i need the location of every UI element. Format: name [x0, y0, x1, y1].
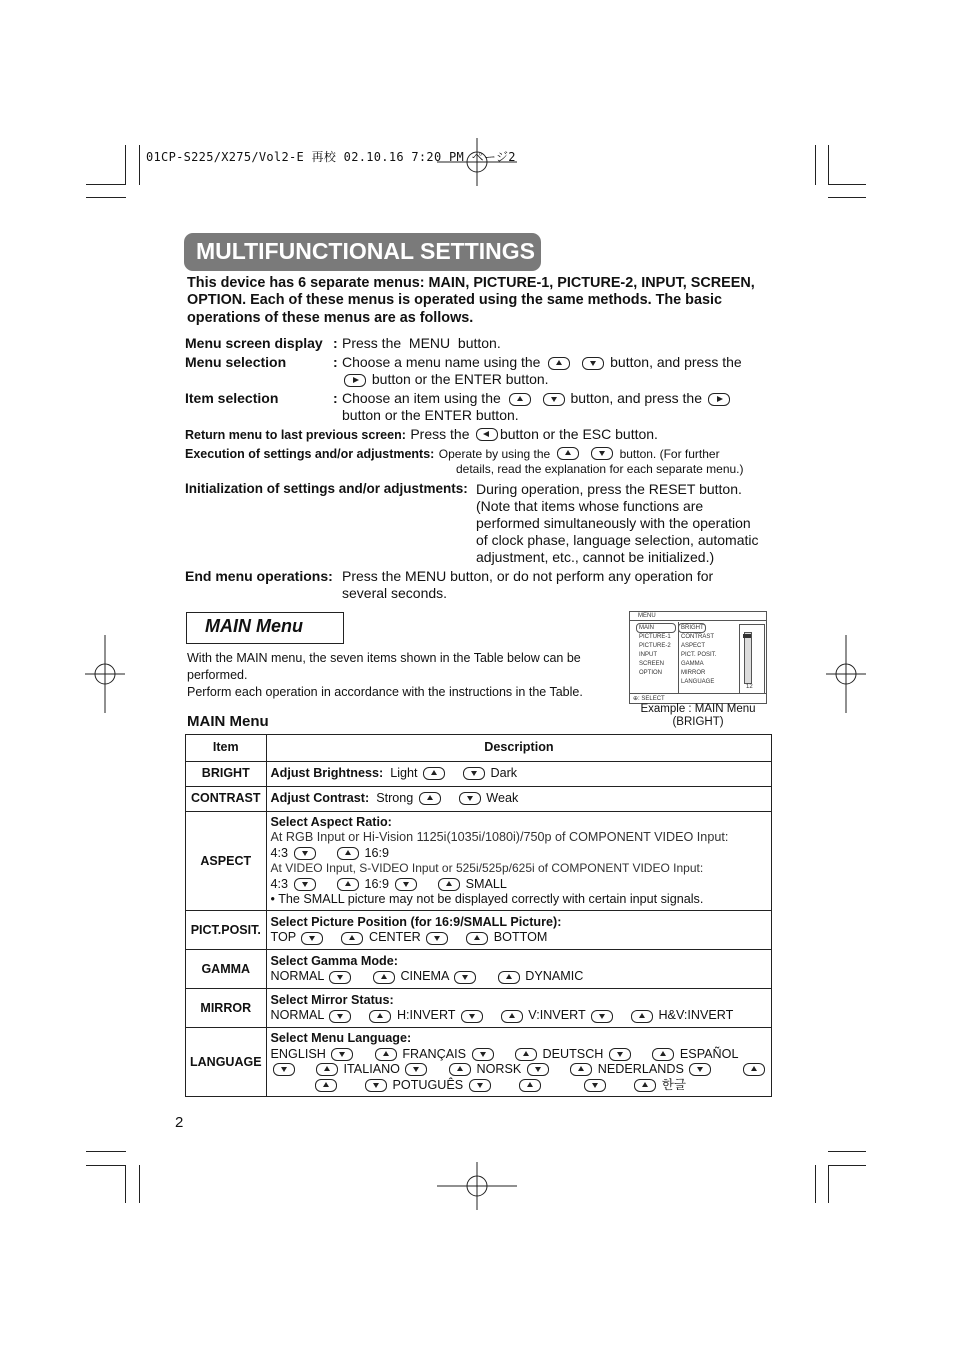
crop-mark	[828, 1165, 829, 1203]
init-line: of clock phase, language selection, automatic	[476, 532, 759, 548]
screen-left-item: OPTION	[639, 670, 663, 676]
lang-korean: 한글	[661, 1077, 687, 1092]
exec-text3: details, read the explanation for each separate menu.)	[456, 462, 744, 476]
language-line1	[271, 1047, 768, 1062]
down-button-icon	[591, 1010, 613, 1023]
pictposit-top: TOP	[270, 930, 296, 945]
left-button-icon	[476, 428, 498, 441]
down-button-icon	[331, 1048, 353, 1061]
lang-english: ENGLISH	[270, 1046, 326, 1061]
gamma-cinema: CINEMA	[400, 969, 449, 984]
table-row	[186, 762, 772, 787]
main-menu-description	[187, 650, 627, 701]
desc-line: With the MAIN menu, the seven items shown in the Table below can be performed.	[187, 651, 581, 682]
contrast-weak: Weak	[486, 791, 519, 806]
down-button-icon	[543, 393, 565, 406]
screen-right-item: CONTRAST	[681, 634, 714, 640]
registration-mark-icon	[85, 635, 125, 713]
lang-italiano: ITALIANO	[343, 1062, 400, 1077]
screen-value: 12	[746, 684, 753, 690]
return-text2: button or the ESC button.	[499, 426, 658, 442]
table-header-row	[186, 735, 772, 762]
up-button-icon	[519, 1079, 541, 1092]
mirror-options	[271, 1008, 768, 1023]
crop-mark	[86, 197, 126, 198]
aspect-note: • The SMALL picture may not be displayed correctly with certain input signals.	[270, 892, 704, 907]
aspect-video: At VIDEO Input, S-VIDEO Input or 525i/525p/625i of COMPONENT VIDEO Input:	[270, 861, 704, 876]
end-label: End menu operations:	[185, 568, 333, 584]
crop-mark	[86, 1151, 126, 1152]
aspect-small: SMALL	[465, 876, 507, 891]
item-selection-text2: button, and press the	[570, 390, 702, 406]
down-button-icon	[294, 878, 316, 891]
header-description: Description	[266, 735, 772, 762]
menu-screen-example	[629, 611, 767, 704]
down-button-icon	[294, 847, 316, 860]
screen-select-label: : SELECT	[638, 696, 665, 702]
down-button-icon	[689, 1063, 711, 1076]
crop-mark	[828, 145, 829, 185]
down-button-icon	[395, 878, 417, 891]
up-button-icon	[449, 1063, 471, 1076]
screen-right-item: LANGUAGE	[681, 679, 715, 685]
execution-instruction	[185, 445, 720, 463]
screen-left-item: MAIN	[639, 625, 654, 631]
header-item: Item	[186, 735, 267, 762]
screen-select	[633, 695, 665, 702]
item-aspect: ASPECT	[186, 812, 267, 911]
gamma-options	[271, 969, 768, 984]
slider-bar	[744, 632, 752, 684]
bright-label: Adjust Brightness:	[270, 766, 384, 781]
gamma-dynamic: DYNAMIC	[525, 969, 584, 984]
up-button-icon	[375, 1048, 397, 1061]
language-line2	[271, 1062, 768, 1077]
up-button-icon	[743, 1063, 765, 1076]
init-text	[476, 481, 759, 566]
crop-mark	[125, 1165, 126, 1203]
desc-bright	[266, 762, 772, 787]
up-button-icon	[634, 1079, 656, 1092]
menu-selection-text3: button or the ENTER button.	[371, 371, 549, 387]
crop-mark	[86, 184, 126, 185]
table-row	[186, 911, 772, 950]
exec-text1: Operate by using the	[438, 447, 551, 461]
desc-mirror	[266, 989, 772, 1028]
pictposit-options	[271, 930, 768, 945]
gamma-normal: NORMAL	[270, 969, 324, 984]
contrast-label: Adjust Contrast:	[270, 791, 370, 806]
item-pictposit: PICT.POSIT.	[186, 911, 267, 950]
language-line3	[271, 1078, 768, 1093]
crop-mark	[139, 145, 140, 185]
mirror-hvinvert: H&V:INVERT	[658, 1008, 734, 1023]
down-button-icon	[472, 1048, 494, 1061]
up-button-icon	[315, 1079, 337, 1092]
screen-right-item: PICT. POSIT.	[681, 652, 717, 658]
crop-mark	[828, 197, 866, 198]
screen-right-item: BRIGHT	[681, 625, 704, 631]
up-button-icon	[337, 878, 359, 891]
item-selection-text	[342, 390, 732, 406]
screen-menu-title: MENU	[638, 613, 656, 619]
gamma-label: Select Gamma Mode:	[270, 954, 398, 969]
up-button-icon	[316, 1063, 338, 1076]
item-selection-text1: Choose an item using the	[342, 390, 501, 406]
item-language: LANGUAGE	[186, 1028, 267, 1097]
screen-right-item: ASPECT	[681, 643, 706, 649]
up-button-icon	[498, 971, 520, 984]
screen-left-item: SCREEN	[639, 661, 665, 667]
down-button-icon	[463, 767, 485, 780]
return-text1: Press the	[410, 426, 470, 442]
lang-deutsch: DEUTSCH	[542, 1046, 604, 1061]
end-line: Press the MENU button, or do not perform any operation for	[342, 568, 714, 584]
aspect-43: 4:3	[270, 845, 289, 860]
up-button-icon	[419, 792, 441, 805]
init-line: adjustment, etc., cannot be initialized.)	[476, 549, 715, 565]
page-title: MULTIFUNCTIONAL SETTINGS	[196, 238, 536, 264]
init-line: performed simultaneously with the operation	[476, 515, 751, 531]
table-title: MAIN Menu	[187, 713, 269, 730]
down-button-icon	[329, 1010, 351, 1023]
up-button-icon	[557, 447, 579, 460]
up-button-icon	[369, 1010, 391, 1023]
crop-mark	[125, 145, 126, 185]
lang-espanol: ESPAÑOL	[679, 1046, 739, 1061]
down-button-icon	[365, 1079, 387, 1092]
pictposit-center: CENTER	[368, 930, 421, 945]
up-button-icon	[515, 1048, 537, 1061]
down-button-icon	[426, 932, 448, 945]
example-caption	[630, 703, 766, 729]
aspect-rgb-options	[271, 846, 768, 861]
screen-left-item: PICTURE-1	[639, 634, 671, 640]
desc-aspect	[266, 812, 772, 911]
up-button-icon	[652, 1048, 674, 1061]
down-button-icon	[273, 1063, 295, 1076]
intro-text: This device has 6 separate menus: MAIN, PICTURE-1, PICTURE-2, INPUT, SCREEN, OPTION. Each of these menus is operated using the same methods. The basic operations of these menus are as follows.	[187, 275, 755, 326]
menu-selection-text-line2	[342, 371, 549, 387]
lang-francais: FRANÇAIS	[402, 1046, 467, 1061]
page-number: 2	[175, 1114, 184, 1131]
crop-mark	[815, 1165, 816, 1203]
up-button-icon	[466, 932, 488, 945]
main-menu-table	[185, 734, 772, 1097]
slider-knob	[743, 634, 751, 638]
menu-display-text: Press the MENU button.	[342, 335, 501, 351]
screen-left-item: PICTURE-2	[639, 643, 671, 649]
table-row	[186, 812, 772, 911]
up-button-icon	[341, 932, 363, 945]
crop-mark	[815, 145, 816, 185]
init-line: During operation, press the RESET button.	[476, 481, 742, 497]
contrast-strong: Strong	[376, 791, 414, 806]
exec-text2: button. (For further	[619, 447, 720, 461]
right-button-icon	[708, 393, 730, 406]
crop-mark	[828, 184, 866, 185]
item-bright: BRIGHT	[186, 762, 267, 787]
item-contrast: CONTRAST	[186, 787, 267, 812]
menu-selection-label: Menu selection	[185, 354, 287, 370]
example-caption-line2: (BRIGHT)	[672, 716, 724, 728]
example-caption-line1: Example : MAIN Menu	[640, 703, 756, 715]
down-button-icon	[609, 1048, 631, 1061]
return-label: Return menu to last previous screen:	[185, 428, 406, 442]
colon: :	[333, 335, 338, 351]
desc-gamma	[266, 950, 772, 989]
down-button-icon	[527, 1063, 549, 1076]
aspect-rgb: At RGB Input or Hi-Vision 1125i(1035i/1080i)/750p of COMPONENT VIDEO Input:	[270, 830, 729, 845]
up-button-icon	[570, 1063, 592, 1076]
item-selection-label: Item selection	[185, 390, 279, 406]
table-row	[186, 1028, 772, 1097]
up-button-icon	[438, 878, 460, 891]
down-button-icon	[584, 1079, 606, 1092]
table-row	[186, 787, 772, 812]
bright-dark: Dark	[490, 766, 518, 781]
table-row	[186, 989, 772, 1028]
registration-mark-icon	[826, 635, 866, 713]
bright-light: Light	[390, 766, 418, 781]
menu-selection-text1: Choose a menu name using the	[342, 354, 541, 370]
up-button-icon	[501, 1010, 523, 1023]
lang-norsk: NORSK	[476, 1062, 522, 1077]
screen-left-item: INPUT	[639, 652, 657, 658]
colon: :	[333, 390, 338, 406]
aspect-video-options	[271, 877, 768, 892]
down-button-icon	[469, 1079, 491, 1092]
init-label: Initialization of settings and/or adjustments:	[185, 481, 468, 496]
registration-mark-icon	[437, 1162, 517, 1210]
crop-mark	[139, 1165, 140, 1203]
language-label: Select Menu Language:	[270, 1031, 412, 1046]
down-button-icon	[461, 1010, 483, 1023]
crop-mark	[828, 1151, 866, 1152]
mirror-vinvert: V:INVERT	[528, 1008, 586, 1023]
crop-mark	[828, 1165, 866, 1166]
select-icon: ⊕	[633, 696, 639, 702]
up-button-icon	[337, 847, 359, 860]
up-button-icon	[373, 971, 395, 984]
pictposit-label: Select Picture Position (for 16:9/SMALL Picture):	[270, 915, 562, 930]
screen-right-item: MIRROR	[681, 670, 706, 676]
mirror-label: Select Mirror Status:	[270, 993, 394, 1008]
down-button-icon	[459, 792, 481, 805]
down-button-icon	[582, 357, 604, 370]
menu-selection-text	[342, 354, 742, 370]
end-line: several seconds.	[342, 585, 448, 601]
crop-mark	[86, 1165, 126, 1166]
lang-nederlands: NEDERLANDS	[597, 1062, 684, 1077]
mirror-hinvert: H:INVERT	[396, 1008, 456, 1023]
up-button-icon	[423, 767, 445, 780]
end-text	[342, 568, 713, 602]
colon: :	[333, 354, 338, 370]
down-button-icon	[454, 971, 476, 984]
desc-pictposit	[266, 911, 772, 950]
menu-selection-text2: button, and press the	[610, 354, 742, 370]
main-menu-heading: MAIN Menu	[205, 616, 303, 636]
down-button-icon	[405, 1063, 427, 1076]
aspect-43: 4:3	[270, 876, 289, 891]
table-row	[186, 950, 772, 989]
right-button-icon	[344, 374, 366, 387]
item-mirror: MIRROR	[186, 989, 267, 1028]
up-button-icon	[631, 1010, 653, 1023]
lang-portugues: POTUGUÊS	[392, 1077, 464, 1092]
item-gamma: GAMMA	[186, 950, 267, 989]
down-button-icon	[301, 932, 323, 945]
return-instruction	[185, 426, 658, 444]
print-header: 01CP-S225/X275/Vol2-E 再校 02.10.16 7:20 PM ページ2	[146, 150, 516, 164]
down-button-icon	[591, 447, 613, 460]
menu-display-label: Menu screen display	[185, 335, 323, 351]
init-line: (Note that items whose functions are	[476, 498, 704, 514]
desc-contrast	[266, 787, 772, 812]
pictposit-bottom: BOTTOM	[493, 930, 548, 945]
aspect-169: 16:9	[364, 876, 390, 891]
up-button-icon	[509, 393, 531, 406]
up-button-icon	[548, 357, 570, 370]
aspect-label: Select Aspect Ratio:	[270, 815, 392, 829]
mirror-normal: NORMAL	[270, 1008, 324, 1023]
desc-language	[266, 1028, 772, 1097]
aspect-169: 16:9	[364, 845, 390, 860]
down-button-icon	[329, 971, 351, 984]
screen-right-item: GAMMA	[681, 661, 704, 667]
item-selection-text3: button or the ENTER button.	[342, 407, 519, 423]
desc-line: Perform each operation in accordance with the instructions in the Table.	[187, 685, 583, 699]
exec-label: Execution of settings and/or adjustments:	[185, 447, 435, 461]
